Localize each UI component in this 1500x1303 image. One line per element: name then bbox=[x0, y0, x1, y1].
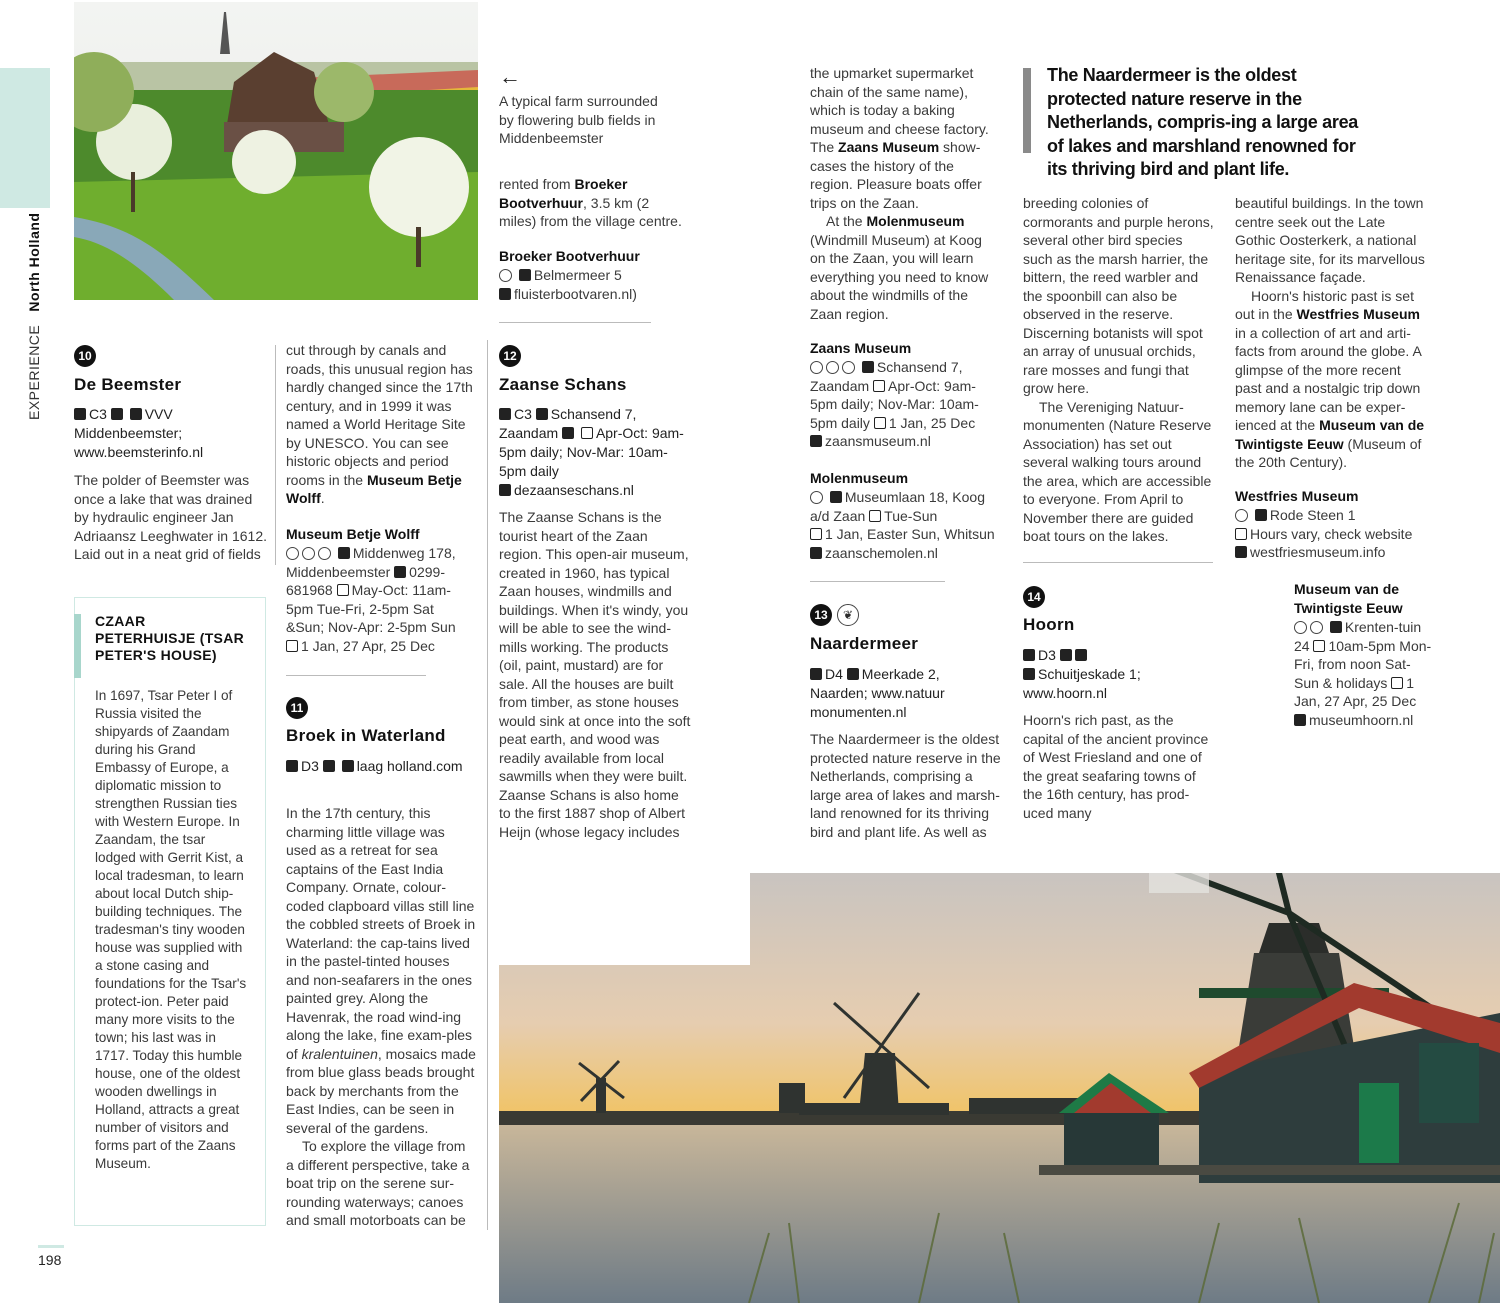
accessibility-icon bbox=[286, 547, 299, 560]
info-icon bbox=[1023, 668, 1035, 680]
zaanse-body-3a: At the bbox=[826, 213, 863, 229]
hoorn-body-2 bbox=[1235, 194, 1427, 472]
address-icon bbox=[338, 547, 350, 559]
bus-icon bbox=[1060, 649, 1072, 661]
address-icon bbox=[1330, 621, 1342, 633]
broeker-web[interactable]: fluisterbootvaren.nl) bbox=[514, 285, 637, 302]
closed-icon bbox=[874, 417, 886, 429]
farm-photo bbox=[74, 2, 478, 300]
naardermeer-body-3: The Vereniging Natuur-monumenten (Nature Reserve Association) has set out several walking tours around the area, which are accessible to everyone. From April to November there are guided boat tours on the lakes. bbox=[1023, 398, 1212, 544]
beemster-body-cont bbox=[286, 341, 474, 508]
map-icon bbox=[499, 408, 511, 420]
zaans-museum-closed: 1 Jan, 25 Dec bbox=[888, 414, 976, 431]
zaanse-body-2 bbox=[810, 64, 1000, 323]
waterland-body-3a: rented from bbox=[499, 176, 571, 192]
molenmuseum-hours: Tue-Sun bbox=[884, 507, 938, 524]
sight-number-10: 10 bbox=[74, 345, 96, 367]
zaans-museum-link: Zaans Museum bbox=[838, 139, 940, 155]
kralentuinen: kralentuinen bbox=[301, 1045, 378, 1062]
twintigste-hours: 10am-5pm Mon-Fri, from noon Sat-Sun & holidays bbox=[1294, 637, 1432, 691]
address-icon bbox=[862, 361, 874, 373]
naardermeer-grid: D4 bbox=[825, 666, 843, 682]
betje-wolff-details bbox=[286, 544, 474, 655]
farm-caption bbox=[499, 66, 674, 148]
accessibility-icon bbox=[810, 491, 823, 504]
accessibility-icon bbox=[499, 269, 512, 282]
waterland-body bbox=[286, 804, 476, 1230]
accessibility-icon bbox=[1235, 509, 1248, 522]
zaanse-body-3b: (Windmill Museum) at Koog on the Zaan, you will learn everything you need to know about the windmills of the Zaan region. bbox=[810, 231, 989, 322]
twintigste-address: Krenten-tuin 24 bbox=[1294, 619, 1422, 654]
map-icon bbox=[286, 760, 298, 772]
web-icon bbox=[1294, 714, 1306, 726]
map-icon bbox=[74, 408, 86, 420]
zaans-museum-details bbox=[810, 358, 1000, 451]
beemster-grid: C3 bbox=[89, 406, 107, 422]
page-number-bar bbox=[38, 1245, 64, 1248]
waterland-grid: D3 bbox=[301, 758, 319, 774]
beemster-body-cont-a: cut through by canals and roads, this unusual region has hardly changed since the 17th century, and in 1999 it was named a World Heritage Site by UNESCO. You can see historic objects and period rooms in the bbox=[286, 342, 473, 488]
molenmuseum-listing bbox=[810, 469, 1000, 562]
twintigste-link: Museum van de Twintigste Eeuw bbox=[1235, 417, 1425, 452]
naardermeer-address: Meerkade 2, Naarden; www.natuur monumenten.nl bbox=[810, 666, 945, 720]
bus-icon bbox=[562, 427, 574, 439]
clock-icon bbox=[581, 427, 593, 439]
address-icon bbox=[536, 408, 548, 420]
map-icon bbox=[1023, 649, 1035, 661]
molenmuseum-web[interactable]: zaanschemolen.nl bbox=[825, 544, 938, 561]
windmill-photo-illustration bbox=[499, 873, 1500, 1303]
bus-icon bbox=[111, 408, 123, 420]
waterland-body-a: In the 17th century, this charming little village was used as a retreat for sea captains of the East India Company. Ornate, colour-coded clapboard villas still line the cobbled streets of Broek in Waterland: the cap-tains lived in the pastel-tinted houses and non-seafarers in the ones painted grey. Along the Havenrak, the road wind-ing along the lake, fine exam-ples of bbox=[286, 805, 476, 1062]
zaans-museum-hours: Apr-Oct: 9am-5pm daily; Nov-Mar: 10am-5pm daily bbox=[810, 377, 979, 431]
divider bbox=[810, 581, 945, 582]
naardermeer-title: Naardermeer bbox=[810, 634, 919, 653]
pullquote-bar bbox=[1023, 68, 1031, 153]
sight-number-13: 13 bbox=[810, 604, 832, 626]
address-icon bbox=[519, 269, 531, 281]
side-label bbox=[26, 213, 42, 420]
betje-wolff-address: Middenweg 178, Middenbeemster bbox=[286, 545, 456, 580]
waterland-body-3 bbox=[499, 175, 689, 231]
beemster-body-end: . bbox=[320, 490, 325, 506]
waterland-body-3b: , 3.5 km (2 miles) from the village centre. bbox=[499, 194, 682, 229]
clock-icon bbox=[1235, 528, 1247, 540]
web-icon bbox=[810, 547, 822, 559]
twintigste-web[interactable]: museumhoorn.nl bbox=[1309, 711, 1414, 728]
sight-number-14: 14 bbox=[1023, 586, 1045, 608]
tsar-body: In 1697, Tsar Peter I of Russia visited the shipyards of Zaandam during his Grand Embassy of Europe, a diplomatic mission to strengthen Russian ties with Western Europe. In Zaandam, the tsar lodged with Gerrit Kist, a local tradesman, to learn about local Dutch ship-building techniques. The tradesman's tiny wooden house was supplied with a stone casing and foundations for the Tsar's protect-ion. Peter paid many more visits to the town; his last was in 1717. Today this humble house, one of the oldest wooden dwellings in Holland, attracts a great number of visitors and forms part of the Zaans Museum. bbox=[95, 688, 247, 1171]
accessibility-icon bbox=[810, 361, 823, 374]
broeker-title: Broeker Bootverhuur bbox=[499, 248, 640, 264]
zaans-museum-title: Zaans Museum bbox=[810, 340, 912, 356]
hoorn-info bbox=[1023, 646, 1213, 703]
closed-icon bbox=[810, 528, 822, 540]
shop-icon bbox=[1310, 621, 1323, 634]
tsar-title: CZAAR PETERHUISJE (TSAR PETER'S HOUSE) bbox=[95, 613, 245, 663]
molenmuseum-title: Molenmuseum bbox=[810, 470, 909, 486]
closed-icon bbox=[1391, 677, 1403, 689]
zaanse-info bbox=[499, 405, 689, 500]
zaanse-body-3 bbox=[810, 212, 1000, 323]
waterland-body-2: To explore the village from a different perspective, take a boat trip on the serene sur-rounding waterways; canoes and small motorboats can be bbox=[286, 1138, 470, 1228]
hoorn-body: Hoorn's rich past, as the capital of the ancient province of West Friesland and one of the great seafaring towns of the 16th century, has prod-uced many bbox=[1023, 712, 1209, 821]
hoorn-title: Hoorn bbox=[1023, 615, 1075, 634]
hoorn-body-2-text: beautiful buildings. In the town centre seek out the Late Gothic Oosterkerk, a national heritage site, for its marvellous Renaissance façade. bbox=[1235, 195, 1425, 285]
westfries-hours: Hours vary, check website bbox=[1250, 525, 1413, 542]
address-icon bbox=[1255, 509, 1267, 521]
info-icon bbox=[847, 668, 859, 680]
map-icon bbox=[810, 668, 822, 680]
divider bbox=[286, 675, 426, 676]
info-icon bbox=[130, 408, 142, 420]
hoorn-body-3b: in a collection of art and arti-facts from around the globe. A glimpse of the more recent past and a nostalgic trip down memory lane can be exper-ienced at the bbox=[1235, 324, 1422, 433]
beemster-vvv: VVV bbox=[144, 406, 173, 422]
betje-wolff-listing bbox=[286, 525, 474, 655]
clock-icon bbox=[873, 380, 885, 392]
naardermeer-info bbox=[810, 665, 1000, 722]
cafe-icon bbox=[842, 361, 855, 374]
molenmuseum-closed: 1 Jan, Easter Sun, Whitsun bbox=[825, 526, 995, 542]
sight-number-11: 11 bbox=[286, 697, 308, 719]
shop-icon bbox=[826, 361, 839, 374]
betje-wolff-link: Museum Betje Wolff bbox=[286, 471, 462, 506]
cafe-icon bbox=[318, 547, 331, 560]
side-tab bbox=[0, 68, 50, 208]
waterland-info bbox=[286, 757, 476, 776]
column-divider bbox=[275, 345, 276, 565]
broeker-details bbox=[499, 266, 689, 303]
zaanse-body: The Zaanse Schans is the tourist heart of the Zaan region. This open-air museum, created in 1960, has typical Zaan houses, windmills and buildings. When it's windy, you will be able to see the wind-mills working. The products (oil, paint, mustard) are for sale. All the houses are built from timber, as stone houses would sink at once into the soft peat earth, and wood was readily available from local sawmills when they were built. Zaanse Schans is also home to the first 1887 shop of Albert Heijn (whose legacy includes bbox=[499, 509, 691, 840]
westfries-address: Rode Steen 1 bbox=[1269, 507, 1356, 523]
zaanse-title: Zaanse Schans bbox=[499, 375, 627, 394]
tsar-box-accent bbox=[74, 614, 81, 678]
zaanse-body-2b: show-cases the history of the region. Pleasure boats offer trips on the Zaan. bbox=[810, 139, 982, 211]
windmill-photo bbox=[499, 873, 1500, 1303]
beemster-place: Middenbeemster; bbox=[74, 425, 183, 441]
beemster-web[interactable]: www.beemsterinfo.nl bbox=[74, 444, 204, 460]
page-number: 198 bbox=[38, 1252, 62, 1268]
zaanse-grid: C3 bbox=[514, 406, 532, 422]
web-icon bbox=[499, 288, 511, 300]
betje-wolff-hours: May-Oct: 11am-5pm Tue-Fri, 2-5pm Sat &Sun; Nov-Apr: 2-5pm Sun bbox=[286, 582, 456, 635]
bus-icon bbox=[323, 760, 335, 772]
betje-wolff-closed: 1 Jan, 27 Apr, 25 Dec bbox=[301, 637, 435, 654]
westfries-listing bbox=[1235, 487, 1427, 562]
hoorn-body-3a: Hoorn's historic past is set out in the bbox=[1235, 287, 1414, 322]
zaanse-web[interactable]: dezaanseschans.nl bbox=[514, 482, 634, 498]
shop-icon bbox=[302, 547, 315, 560]
zaans-museum-listing bbox=[810, 339, 1000, 451]
hoorn-address: Schuitjeskade 1; bbox=[1038, 666, 1141, 682]
closed-icon bbox=[286, 640, 298, 652]
side-label-region: North Holland bbox=[26, 212, 42, 312]
pullquote: The Naardermeer is the oldest protected nature reserve in the Netherlands, compris-ing a large area of lakes and marshland renowned for its thriving bird and plant life. bbox=[1047, 65, 1359, 179]
divider bbox=[1023, 562, 1213, 563]
zaans-museum-address: Schansend 7, Zaandam bbox=[810, 359, 963, 394]
web-icon bbox=[810, 435, 822, 447]
clock-icon bbox=[1313, 640, 1325, 652]
waterland-body-b: , mosaics made from blue glass beads brought back by merchants from the East Indies, can be seen in several of the gardens. bbox=[286, 1045, 476, 1136]
naardermeer-body-2 bbox=[1023, 194, 1215, 546]
zaanse-address: Schansend 7, Zaandam bbox=[499, 406, 637, 441]
farm-photo-illustration bbox=[74, 2, 478, 300]
hoorn-body-3c: (Museum of the 20th Century). bbox=[1235, 435, 1422, 470]
betje-wolff-title: Museum Betje Wolff bbox=[286, 526, 420, 542]
column-divider bbox=[487, 340, 488, 1230]
westfries-title: Westfries Museum bbox=[1235, 488, 1359, 504]
web-icon bbox=[342, 760, 354, 772]
hoorn-grid: D3 bbox=[1038, 647, 1056, 663]
address-icon bbox=[830, 491, 842, 503]
phone-icon bbox=[394, 566, 406, 578]
farm-caption-text: A typical farm surrounded by flowering bulb fields in Middenbeemster bbox=[499, 93, 658, 146]
naardermeer-body-2-text: breeding colonies of cormorants and purple herons, several other bird species such as the marsh harrier, the bittern, the reed warbler and the spoonbill can also be observed in the reserve. Discerning botanists will spot an array of unusual orchids, rare mosses and fungi that grow here. bbox=[1023, 195, 1214, 396]
zaanse-body-2a: the upmarket supermarket chain of the same name), which is today a baking museum and cheese factory. The bbox=[810, 65, 989, 155]
clock-icon bbox=[869, 510, 881, 522]
molenmuseum-details bbox=[810, 488, 1000, 562]
zaans-museum-web[interactable]: zaansmuseum.nl bbox=[825, 433, 931, 449]
westfries-details bbox=[1235, 506, 1427, 562]
web-icon bbox=[499, 484, 511, 496]
molenmuseum-link: Molenmuseum bbox=[866, 213, 965, 229]
broeker-listing bbox=[499, 247, 689, 303]
beemster-title: De Beemster bbox=[74, 375, 182, 394]
twintigste-title: Museum van de Twintigste Eeuw bbox=[1294, 581, 1403, 616]
accessibility-icon bbox=[1294, 621, 1307, 634]
beemster-body: The polder of Beemster was once a lake that was drained by hydraulic engineer Jan Adriaansz Leeghwater in 1612. Laid out in a neat grid of fields bbox=[74, 472, 268, 562]
web-icon bbox=[1235, 546, 1247, 558]
train-icon bbox=[1075, 649, 1087, 661]
molenmuseum-address: Museumlaan 18, Koog a/d Zaan bbox=[810, 489, 985, 524]
naardermeer-body: The Naardermeer is the oldest protected nature reserve in the Netherlands, comprising a large area of lakes and marsh-land renowned for its thriving bird and plant life. As well as bbox=[810, 731, 1001, 840]
zaanse-hours: Apr-Oct: 9am-5pm daily; Nov-Mar: 10am-5pm daily bbox=[499, 425, 684, 479]
divider bbox=[499, 322, 651, 323]
broeker-address: Belmermeer 5 bbox=[533, 267, 622, 283]
waterland-title: Broek in Waterland bbox=[286, 726, 446, 745]
betje-wolff-phone: 0299-681968 bbox=[286, 563, 445, 598]
sight-number-12: 12 bbox=[499, 345, 521, 367]
broeker-link: Broeker Bootverhuur bbox=[499, 176, 628, 211]
twintigste-details bbox=[1294, 618, 1434, 729]
westfries-link: Westfries Museum bbox=[1296, 306, 1420, 322]
bird-icon: ❦ bbox=[837, 604, 859, 626]
twintigste-closed: 1 Jan, 27 Apr, 25 Dec bbox=[1294, 674, 1417, 709]
waterland-web[interactable]: laag holland.com bbox=[356, 758, 463, 774]
westfries-web[interactable]: westfriesmuseum.info bbox=[1250, 544, 1386, 560]
side-label-section: EXPERIENCE bbox=[26, 324, 42, 420]
hoorn-web[interactable]: www.hoorn.nl bbox=[1023, 685, 1108, 701]
clock-icon bbox=[337, 584, 349, 596]
hoorn-body-3 bbox=[1235, 287, 1427, 472]
beemster-info bbox=[74, 405, 264, 462]
left-arrow-icon: ← bbox=[499, 64, 521, 89]
twintigste-listing bbox=[1294, 580, 1434, 729]
